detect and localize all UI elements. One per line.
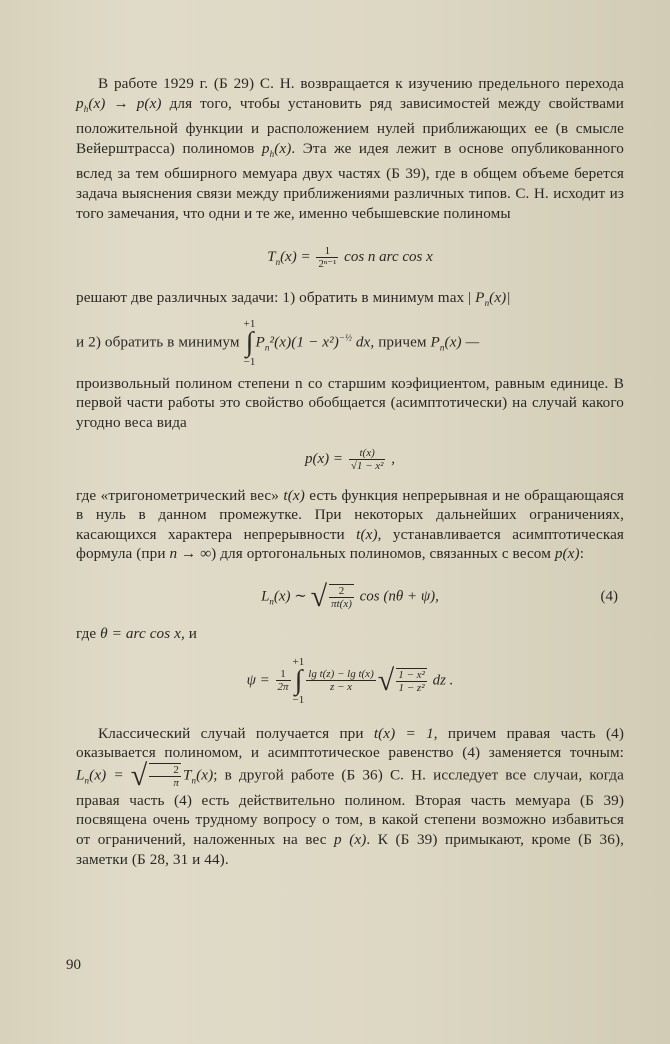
- text-run: В работе 1929 г. (Б 29) С. Н. возвращается к изучению предельного перехода: [98, 75, 624, 92]
- paragraph-classical-case: Классический случай получается при t(x) = 1, причем правая часть (4) оказывается полиномом, и асимптотическое равенство (4) заменяется точным: $L_n(x)$ = √ $\frac{2}{\pi}$ $T_n(x)$; в другой работе (Б 36) С. Н. исследует все случаи, когда правая часть (4) есть действительно полином. Вторая часть мемуара (Б 39) посвящена очень трудному вопросу о том, в какой степени возможно избавиться от ограничений, наложенных на вес p (x). К (Б 39) примыкают, кроме (Б 36), заметки (Б 28, 31 и 44).: [76, 724, 624, 868]
- text-run: . Эта же идея лежит в основе опубликованного вслед за тем обширного мемуара двух частях (Б 39), где в общем объеме берется задача выяснения связи между приближениями различных типов. С. Н. исходит из того замечания, что одни и те же, именно чебышевские полиномы: [76, 139, 624, 222]
- fraction: $\frac{1}{2\pi}$: [277, 668, 289, 694]
- formula-chebyshev: $T_n(x)$ = $\frac{1}{\text{2ⁿ⁻¹}}$ cos n arc cos x: [267, 245, 433, 271]
- formula-psi: ψ = $\frac{1}{2\pi}$ +1 ∫ −1 $\frac{\text{lg t(z) − lg t(x)}}{z - x}$ √ $\frac{\text{1 − x²}}{\text{1 − z²}}$ dz .: [246, 655, 454, 706]
- fraction: $\frac{2}{\pi t(x)}$: [331, 585, 352, 610]
- fraction: $\frac{\text{1 − x²}}{\text{1 − z²}}$: [398, 668, 425, 694]
- page-number: 90: [66, 957, 81, 973]
- equation-number: (4): [600, 588, 618, 605]
- integral-sign: +1 ∫ −1: [243, 317, 256, 368]
- sqrt-sign: √: [130, 758, 148, 792]
- paragraph-where-theta: где θ = arc cos x, и: [76, 625, 198, 642]
- math-p-h: $p_h(x) \to p(x)$: [76, 94, 162, 114]
- fraction: $\frac{1}{\text{2ⁿ⁻¹}}$: [318, 245, 337, 271]
- text-run: для того, чтобы установить ряд зависимостей между свойствами положительной функции и расположением нулей приближающих ее (в смысле Вейерштрасса) полиномов: [76, 94, 624, 157]
- paragraph-weight: произвольный полином степени n со старшим коэфициентом, равным единице. В первой части работы это свойство обобщается (асимптотически) на случай какого угодно веса вида: [76, 374, 624, 432]
- integral-sign: +1 ∫ −1: [292, 655, 305, 706]
- formula-weight: p(x) = $\frac{t(x)}{\text{√1 − x²}}$ ,: [305, 446, 395, 472]
- math-p-h-2: $p_h(x)$: [261, 139, 292, 159]
- formula-asymptotic: $L_n(x)$ ∼ √ $\frac{2}{\pi t(x)}$ cos (nθ + ψ), (4): [261, 580, 618, 613]
- fraction: $\frac{2}{\pi}$: [149, 763, 181, 789]
- sqrt-sign: √: [310, 580, 328, 613]
- paragraph-two-tasks: решают две различных задачи: 1) обратить в минимум max | $P_n(x)|$: [76, 289, 511, 309]
- sqrt-sign: √: [377, 663, 395, 697]
- paragraph-intro: [76, 74, 624, 223]
- book-page: [76, 66, 624, 869]
- fraction: $\frac{\text{lg t(z) − lg t(x)}}{z - x}$: [308, 668, 374, 694]
- paragraph-trig-weight: где «тригонометрический вес» t(x) есть функция непрерывная и не обращающаяся в нуль в данном промежутке. При некоторых дальнейших ограничениях, касающихся характера непрерывности t(x), устанавливается асимптотическая формула (при n → ∞) для ортогональных полиномов, связанных с весом p(x):: [76, 486, 625, 563]
- paragraph-integral-line: и 2) обратить в минимум +1 ∫ $-1P_n^2(x)(1 - x^2)^{-\frac{1}{2}}$ dx, причем $P_n(x)$ —: [76, 317, 480, 368]
- fraction: $\frac{t(x)}{\text{√1 − x²}}$: [350, 446, 384, 472]
